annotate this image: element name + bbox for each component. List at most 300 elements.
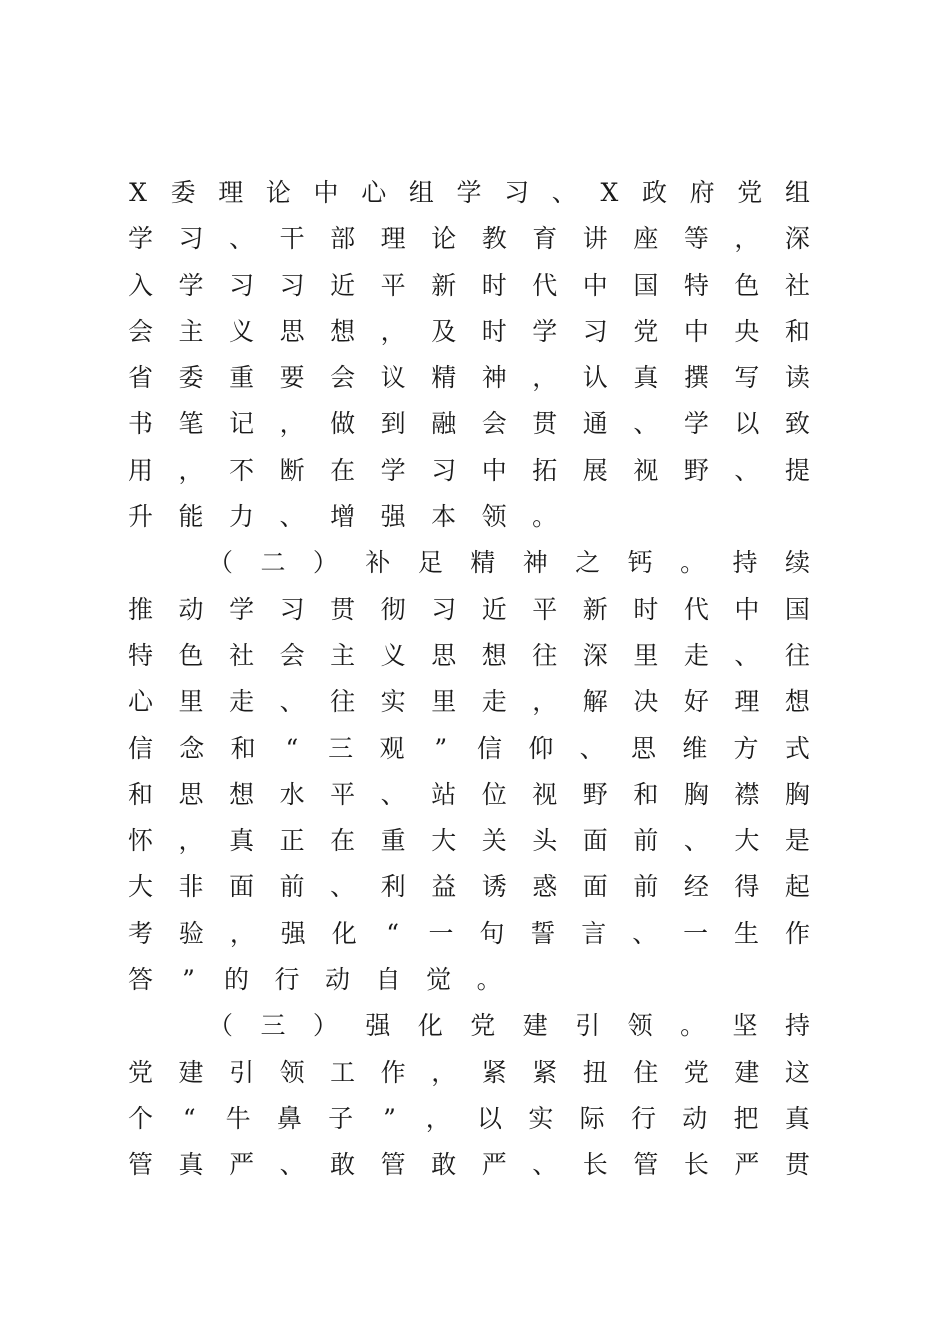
text-char: 学 [178,270,204,300]
text-char: 、 [279,1150,305,1180]
text-char: 观 [379,733,405,763]
text-char: 惑 [532,872,558,902]
text-char: 里 [178,687,204,717]
text-char: 建 [178,1057,204,1087]
text-char: 神 [522,548,548,578]
text-char: 水 [279,779,305,809]
text-char: 中 [683,316,709,346]
text-line [128,494,810,540]
text-char: 。 [680,548,706,578]
text-char: 敢 [330,1150,356,1180]
text-char: 。 [680,1011,706,1041]
text-char: 牛 [225,1103,251,1133]
text-char: 代 [683,594,709,624]
text-char: 严 [481,1150,507,1180]
text-char: 委 [178,363,204,393]
text-char: 心 [361,178,387,207]
text-char: 学 [456,178,482,207]
text-char: 化 [331,918,357,948]
text-char: 记 [229,409,255,439]
text-char: 际 [579,1103,605,1133]
text-char: 、 [683,826,709,856]
text-char: 强 [280,918,306,948]
text-char: 三 [260,1011,286,1041]
text-char: 、 [229,224,255,254]
text-char: 习 [582,316,608,346]
text-char: 胸 [683,779,709,809]
text-char: 断 [279,455,305,485]
text-char: 、 [532,1150,558,1180]
text-char: 做 [330,409,356,439]
text-line [128,726,810,772]
text-char: 等 [683,224,709,254]
text-char: 会 [279,640,305,670]
text-char: 和 [784,316,810,346]
text-char: 新 [431,270,457,300]
text-line [128,1142,810,1188]
text-char: 思 [279,316,305,346]
text-char: 习 [431,594,457,624]
text-char: 决 [633,687,659,717]
text-line [128,309,810,355]
text-char: 论 [431,224,457,254]
text-char: 增 [330,502,356,532]
text-char: 维 [682,733,708,763]
text-char: ” [383,1103,396,1133]
text-char: （ [208,548,234,578]
text-char: 和 [230,733,256,763]
text-line [128,170,810,216]
text-char: 融 [431,409,457,439]
text-char: 近 [481,594,507,624]
text-char: 续 [784,548,810,578]
text-char: 领 [279,1057,305,1087]
text-char: 经 [683,872,709,902]
text-char: 学 [128,224,154,254]
text-char: 通 [582,409,608,439]
text-line [128,911,810,957]
text-char: ” [434,733,448,763]
text-char: 论 [265,178,291,207]
text-line [128,587,810,633]
text-char: 以 [734,409,760,439]
text-char: 党 [737,178,763,207]
text-char: 严 [229,1150,255,1180]
text-char: 、 [330,872,356,902]
text-char: 行 [274,965,300,995]
text-char: 解 [582,687,608,717]
text-char: 二 [260,548,286,578]
text-char: 益 [431,872,457,902]
text-char: 利 [380,872,406,902]
text-char: 扭 [582,1057,608,1087]
text-char: 鼻 [276,1103,302,1133]
text-char: 往 [330,687,356,717]
text-char: 特 [683,270,709,300]
text-char: ” [182,965,195,995]
text-char: 仰 [528,733,554,763]
text-char: ， [380,316,406,346]
text-char: 、 [734,640,760,670]
text-line [128,448,810,494]
text-char: 面 [229,872,255,902]
text-char: 府 [689,178,715,207]
text-char: 、 [279,687,305,717]
text-char: 用 [128,455,154,485]
text-char: “ [285,733,299,763]
text-char: 座 [633,224,659,254]
text-char: 得 [734,872,760,902]
text-char: 思 [178,779,204,809]
text-char: ， [425,1103,451,1133]
text-char: 非 [178,872,204,902]
text-char: 委 [170,178,196,207]
text-char: 在 [330,455,356,485]
text-char: 习 [431,455,457,485]
text-char: ， [178,826,204,856]
text-char: 央 [734,316,760,346]
text-char: 走 [481,687,507,717]
text-char: 胸 [784,779,810,809]
text-char: 住 [633,1057,659,1087]
text-char: 作 [784,918,810,948]
text-char: 、 [551,178,577,207]
text-char: 讲 [582,224,608,254]
text-char: 社 [229,640,255,670]
text-char: 式 [784,733,810,763]
text-line [128,679,810,725]
text-char: ， [532,687,558,717]
text-char: 面 [582,826,608,856]
text-char: 习 [279,594,305,624]
text-char: 作 [380,1057,406,1087]
text-char: 动 [178,594,204,624]
text-char: 学 [683,409,709,439]
text-char: 致 [784,409,810,439]
text-char: 干 [279,224,305,254]
text-char: 强 [365,1011,391,1041]
text-char: 贯 [532,409,558,439]
text-char: 贯 [330,594,356,624]
text-char: 会 [481,409,507,439]
text-char: 习 [504,178,530,207]
text-char: 把 [733,1103,759,1133]
text-char: 视 [532,779,558,809]
text-char: 前 [633,826,659,856]
text-char: 平 [380,270,406,300]
text-char: 领 [627,1011,653,1041]
text-char: 言 [581,918,607,948]
text-char: 党 [470,1011,496,1041]
text-char: 拓 [532,455,558,485]
text-char: 引 [575,1011,601,1041]
text-char: 代 [532,270,558,300]
text-char: 及 [431,316,457,346]
text-char: 位 [481,779,507,809]
text-char: 部 [330,224,356,254]
text-char: ， [229,918,255,948]
text-line [128,540,810,586]
text-char: 敢 [431,1150,457,1180]
text-char: ， [532,363,558,393]
text-char: 引 [229,1057,255,1087]
text-char: 国 [784,594,810,624]
text-char: 里 [633,640,659,670]
text-char: 精 [470,548,496,578]
text-char: 。 [532,502,558,532]
text-char: 想 [330,316,356,346]
text-char: 足 [417,548,443,578]
text-char: 学 [229,594,255,624]
text-char: 前 [633,872,659,902]
text-char: 重 [380,826,406,856]
text-char: 理 [218,178,244,207]
text-char: 神 [481,363,507,393]
text-char: 个 [128,1103,154,1133]
text-char: 党 [128,1057,154,1087]
text-char: 力 [229,502,255,532]
text-char: 书 [128,409,154,439]
text-char: 入 [128,270,154,300]
text-char: 心 [128,687,154,717]
text-char: 读 [784,363,810,393]
text-char: 习 [178,224,204,254]
text-char: 三 [328,733,354,763]
text-char: 真 [633,363,659,393]
text-char: 笔 [178,409,204,439]
text-char: 特 [128,640,154,670]
text-line [128,401,810,447]
text-char: 誓 [530,918,556,948]
text-char: 贯 [784,1150,810,1180]
text-char: X [129,178,147,207]
text-line [128,216,810,262]
text-char: 思 [431,640,457,670]
text-char: 社 [784,270,810,300]
text-char: 持 [784,1011,810,1041]
text-char: 走 [683,640,709,670]
text-char: 展 [582,455,608,485]
text-char: 组 [408,178,434,207]
text-char: 觉 [426,965,452,995]
text-char: 习 [229,270,255,300]
text-char: 紧 [532,1057,558,1087]
text-char: 正 [279,826,305,856]
text-char: 是 [784,826,810,856]
text-char: 深 [784,224,810,254]
text-char: 色 [734,270,760,300]
text-char: 义 [380,640,406,670]
text-char: 真 [178,1150,204,1180]
text-char: 起 [784,872,810,902]
text-char: 色 [178,640,204,670]
text-char: 认 [582,363,608,393]
text-line [128,818,810,864]
text-char: 要 [279,363,305,393]
text-char: 、 [632,918,658,948]
text-char: 动 [682,1103,708,1133]
text-char: 大 [431,826,457,856]
text-line [128,957,810,1003]
text-char: 句 [479,918,505,948]
text-char: 撰 [683,363,709,393]
text-char: “ [182,1103,196,1133]
text-char: 一 [428,918,454,948]
text-char: 实 [380,687,406,717]
text-line [128,1096,810,1142]
text-char: 信 [128,733,154,763]
text-char: 实 [528,1103,554,1133]
text-char: 、 [380,779,406,809]
text-line [128,355,810,401]
text-char: 写 [734,363,760,393]
text-char: 严 [734,1150,760,1180]
text-char: 理 [380,224,406,254]
text-char: 。 [476,965,502,995]
text-char: 平 [532,594,558,624]
text-char: 深 [582,640,608,670]
text-char: 议 [380,363,406,393]
text-char: 平 [330,779,356,809]
text-char: 、 [279,502,305,532]
text-char: 主 [330,640,356,670]
text-char: 方 [733,733,759,763]
text-char: 长 [683,1150,709,1180]
text-char: 这 [784,1057,810,1087]
text-char: 中 [734,594,760,624]
text-char: 党 [683,1057,709,1087]
text-char: 重 [229,363,255,393]
text-char: 会 [128,316,154,346]
text-char: ， [734,224,760,254]
text-char: 念 [179,733,205,763]
text-char: ， [431,1057,457,1087]
text-char: 以 [477,1103,503,1133]
text-char: 提 [784,455,810,485]
text-char: 管 [128,1150,154,1180]
text-char: 管 [633,1150,659,1180]
text-char: 野 [683,455,709,485]
text-char: 的 [224,965,250,995]
text-line [128,1003,810,1049]
text-char: 党 [633,316,659,346]
text-char: 中 [313,178,339,207]
text-char: 之 [575,548,601,578]
text-char: 主 [178,316,204,346]
text-char: 大 [734,826,760,856]
text-char: 本 [431,502,457,532]
text-char: 走 [229,687,255,717]
text-char: 长 [582,1150,608,1180]
text-char: 往 [784,640,810,670]
text-char: 习 [279,270,305,300]
text-char: 升 [128,502,154,532]
text-char: 持 [732,548,758,578]
text-char: 往 [532,640,558,670]
text-char: 想 [784,687,810,717]
text-char: 和 [633,779,659,809]
text-char: 时 [481,270,507,300]
text-char: 近 [330,270,356,300]
text-char: 中 [582,270,608,300]
text-char: 领 [481,502,507,532]
text-line [128,772,810,818]
text-char: 精 [431,363,457,393]
text-char: ） [312,548,338,578]
text-char: 真 [784,1103,810,1133]
text-char: 头 [532,826,558,856]
text-char: 强 [380,502,406,532]
text-char: 自 [375,965,401,995]
text-char: 新 [582,594,608,624]
text-char: 政 [642,178,668,207]
text-char: 思 [630,733,656,763]
text-char: 行 [630,1103,656,1133]
text-char: 一 [683,918,709,948]
text-char: 真 [229,826,255,856]
text-char: 坚 [732,1011,758,1041]
text-char: 、 [579,733,605,763]
text-char: 答 [128,965,154,995]
text-char: 、 [633,409,659,439]
text-char: 育 [532,224,558,254]
text-char: 管 [380,1150,406,1180]
text-char: 学 [380,455,406,485]
text-char: ， [178,455,204,485]
text-char: 验 [178,918,204,948]
text-char: 中 [481,455,507,485]
text-char: 彻 [380,594,406,624]
text-char: 学 [532,316,558,346]
text-char: 建 [522,1011,548,1041]
text-char: 诱 [481,872,507,902]
text-char: 想 [229,779,255,809]
document-body [128,170,810,1189]
text-char: 省 [128,363,154,393]
text-char: 和 [128,779,154,809]
text-char: 动 [325,965,351,995]
text-char: 考 [128,918,154,948]
text-char: 信 [477,733,503,763]
text-char: 化 [417,1011,443,1041]
text-char: 会 [330,363,356,393]
text-char: 生 [734,918,760,948]
text-char: 不 [229,455,255,485]
text-line [128,633,810,679]
text-char: ， [279,409,305,439]
text-char: （ [208,1011,234,1041]
text-char: 前 [279,872,305,902]
text-char: 好 [683,687,709,717]
text-char: 钙 [627,548,653,578]
text-char: 教 [481,224,507,254]
text-char: 国 [633,270,659,300]
text-char: 里 [431,687,457,717]
text-char: “ [386,918,399,948]
text-line [128,263,810,309]
text-char: 建 [734,1057,760,1087]
text-char: 推 [128,594,154,624]
text-char: 站 [431,779,457,809]
text-char: 组 [784,178,810,207]
text-char: X [600,178,619,207]
text-char: 补 [365,548,391,578]
text-char: 理 [734,687,760,717]
text-char: 紧 [481,1057,507,1087]
text-char: 时 [633,594,659,624]
text-char: 义 [229,316,255,346]
text-char: 时 [481,316,507,346]
